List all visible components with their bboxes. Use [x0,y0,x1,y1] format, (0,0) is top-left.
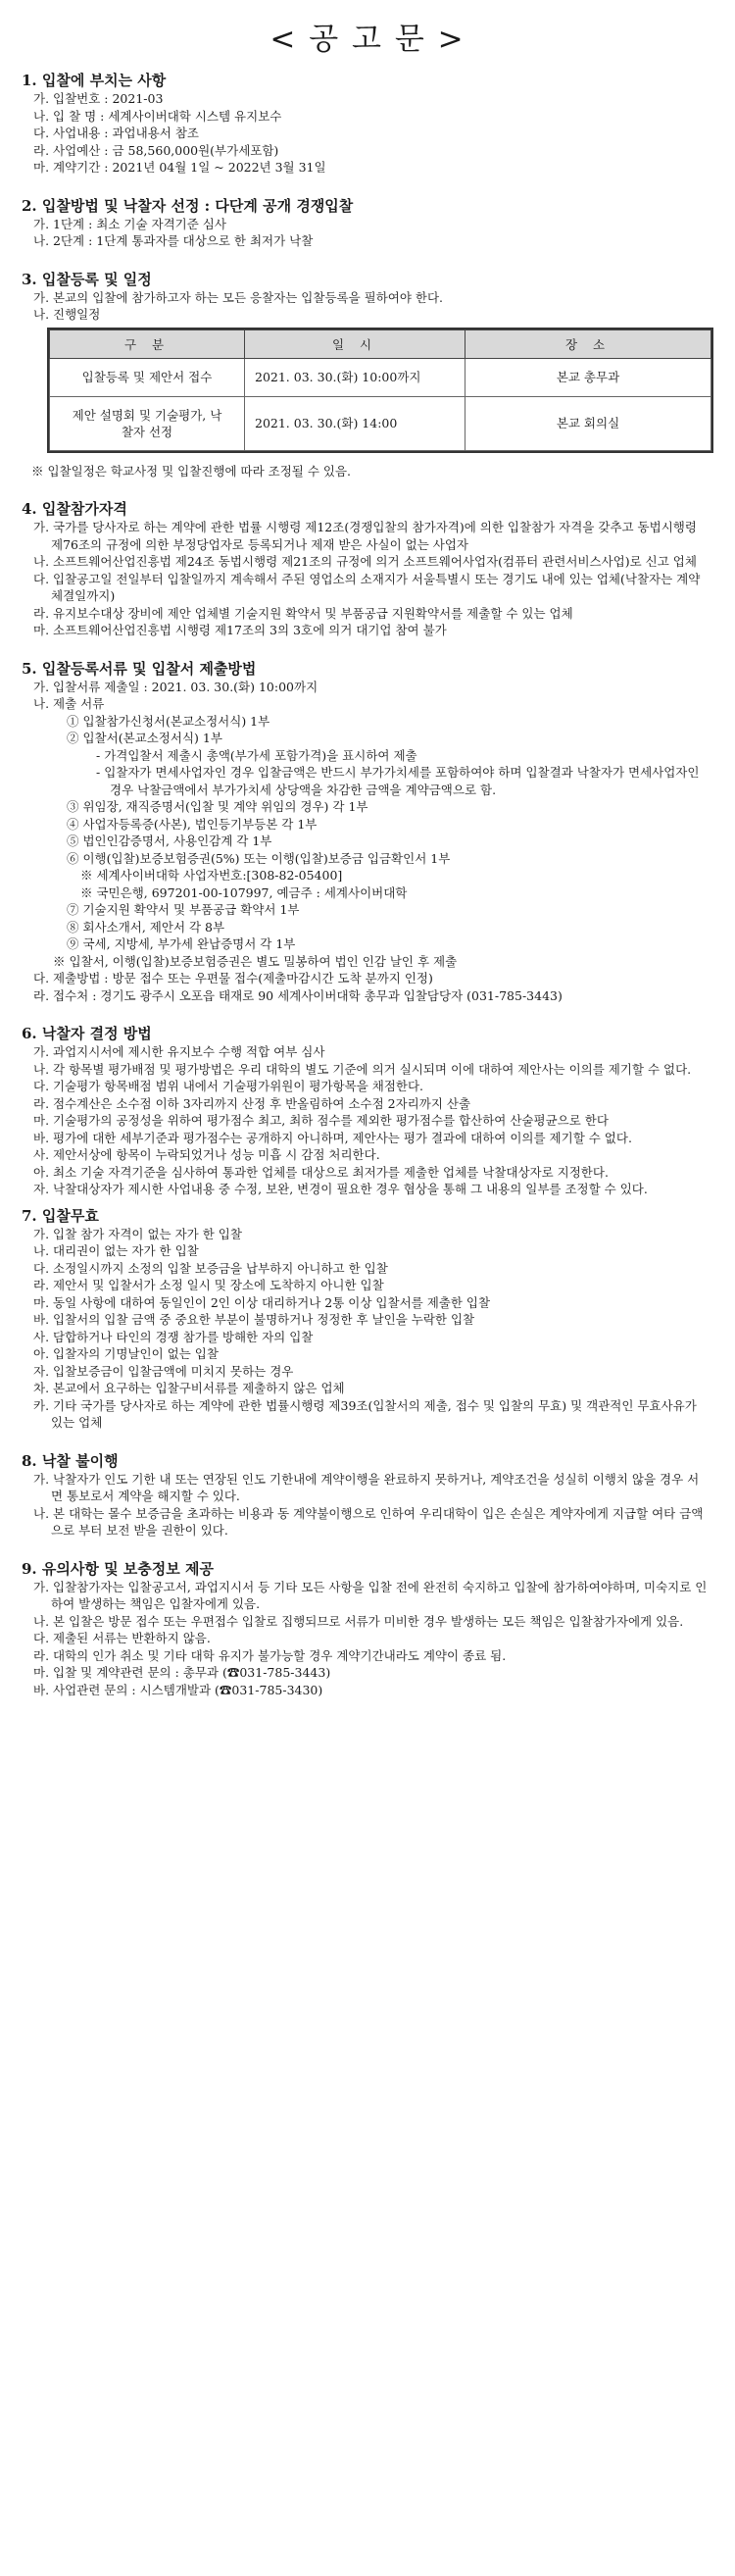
list-item: 라. 점수계산은 소수점 이하 3자리까지 산정 후 반올림하여 소수점 2자리까지 산출 [33,1095,471,1111]
document-item: ③ 위임장, 재직증명서(입찰 및 계약 위임의 경우) 각 1부 [67,799,368,814]
schedule-note: ※ 입찰일정은 학교사정 및 입찰진행에 따라 조정될 수 있음. [31,463,351,479]
list-item: 마. 소프트웨어산업진흥법 시행령 제17조의 3의 3호에 의거 대기업 참여 불가 [33,623,447,637]
table-header: 구 분 [50,329,245,358]
document-note: ※ 세계사이버대학 사업자번호:[308-82-05400] [80,868,343,883]
list-item: 바. 입찰서의 입찰 금액 중 중요한 부분이 불명하거나 정정한 후 날인을 누락한 입찰 [33,1312,475,1327]
list-item: 카. 기타 국가를 당사자로 하는 계약에 관한 법률시행령 제39조(입찰서의 제출, 접수 및 입찰의 무효) 및 객관적인 무효사유가 있는 업체 [33,1397,697,1430]
list-item: 나. 본 입찰은 방문 접수 또는 우편접수 입찰로 집행되므로 서류가 미비한 경우 발생하는 모든 책임은 입찰참가자에게 있음. [33,1613,684,1629]
list-item: 바. 평가에 대한 세부기준과 평가점수는 공개하지 아니하며, 제안사는 평가 결과에 대하여 이의를 제기할 수 없다. [33,1130,632,1145]
document-item: ⑨ 국세, 지방세, 부가세 완납증명서 각 1부 [67,936,296,951]
section-8-title: 8. 낙찰 불이행 [22,1451,119,1470]
section-7-title: 7. 입찰무효 [22,1206,99,1225]
table-cell: 본교 총무과 [466,358,711,396]
table-row [50,358,711,396]
list-item: 바. 사업관련 문의 : 시스템개발과 (☎031-785-3430) [33,1682,323,1697]
list-item: 자. 낙찰대상자가 제시한 사업내용 중 수정, 보완, 변경이 필요한 경우 협상을 통해 그 내용의 일부를 조정할 수 있다. [33,1182,648,1196]
list-item: 차. 본교에서 요구하는 입찰구비서류를 제출하지 않은 업체 [33,1381,345,1395]
list-item: 나. 각 항목별 평가배점 및 평가방법은 우리 대학의 별도 기준에 의거 실시되며 이에 대하여 제안사는 이의를 제기할 수 없다. [33,1061,692,1077]
list-item: 가. 국가를 당사자로 하는 계약에 관한 법률 시행령 제12조(경쟁입찰의 참가자격)에 의한 입찰참가 자격을 갖추고 동법시행령 제76조의 규정에 의한 부정당업자로 등록되거나 제재 받은 사실이 없는 사업자 [33,520,697,552]
list-item: 라. 접수처 : 경기도 광주시 오포읍 태재로 90 세계사이버대학 총무과 입찰담당자 (031-785-3443) [33,987,563,1003]
document-item: ② 입찰서(본교소정서식) 1부 [67,731,222,745]
list-item: 마. 계약기간 : 2021년 04월 1일 ~ 2022년 3월 31일 [33,160,326,175]
list-item: 가. 입찰 참가 자격이 없는 자가 한 입찰 [33,1226,242,1241]
list-item: 나. 본 대학는 몰수 보증금을 초과하는 비용과 동 계약불이행으로 인하여 우리대학이 입은 손실은 계약자에게 지급할 여타 금액으로 부터 보전 받을 권한이 있다. [33,1505,704,1538]
document-item: ⑦ 기술지원 확약서 및 부품공급 확약서 1부 [67,902,300,917]
list-item: 라. 유지보수대상 장비에 제안 업체별 기술지원 확약서 및 부품공급 지원확약서를 제출할 수 있는 업체 [33,605,573,621]
table-cell: 2021. 03. 30.(화) 10:00까지 [245,358,466,396]
list-item: 나. 제출 서류 [33,696,105,711]
section-5-title: 5. 입찰등록서류 및 입찰서 제출방법 [22,659,257,678]
list-item: 가. 입찰서류 제출일 : 2021. 03. 30.(화) 10:00까지 [33,679,318,694]
table-cell: 제안 설명회 및 기술평가, 낙찰자 선정 [50,396,245,450]
list-item: 나. 입 찰 명 : 세계사이버대학 시스템 유지보수 [33,108,282,124]
list-item: 가. 낙찰자가 인도 기한 내 또는 연장된 인도 기한내에 계약이행을 완료하지 못하거나, 계약조건을 성실히 이행치 않을 경우 서면 통보로서 계약을 해지할 수 있다. [33,1471,700,1503]
table-header-row [50,329,711,358]
list-item: 아. 입찰자의 기명날인이 없는 입찰 [33,1346,219,1361]
list-item: 사. 담합하거나 타인의 경쟁 참가를 방해한 자의 입찰 [33,1329,314,1344]
document-note: - 입찰자가 면세사업자인 경우 입찰금액은 반드시 부가가치세를 포함하여야 하며 입찰결과 낙찰자가 면세사업자인 경우 낙찰금액에서 부가가치세 상당액을 차감한 금액을 계약금액으로 함. [96,765,700,797]
list-item: 마. 기술평가의 공정성을 위하여 평가점수 최고, 최하 점수를 제외한 평가점수를 합산하여 산술평균으로 한다 [33,1113,609,1128]
section-6-title: 6. 낙찰자 결정 방법 [22,1025,152,1042]
table-cell: 본교 회의실 [466,396,711,450]
list-item: 가. 과업지시서에 제시한 유지보수 수행 적합 여부 심사 [33,1044,325,1059]
list-item: 다. 제출방법 : 방문 접수 또는 우편물 접수(제출마감시간 도착 분까지 인정) [33,971,433,985]
section-2-title: 2. 입찰방법 및 낙찰자 선정 : 다단계 공개 경쟁입찰 [22,196,354,215]
section-1-title: 1. 입찰에 부치는 사항 [22,72,167,89]
document-note: - 가격입찰서 제출시 총액(부가세 포함가격)을 표시하여 제출 [96,747,417,763]
notice-content [0,57,735,1698]
table-cell: 2021. 03. 30.(화) 14:00 [245,396,466,450]
document-item: ⑥ 이행(입찰)보증보험증권(5%) 또는 이행(입찰)보증금 입금확인서 1부 [67,850,451,866]
table-header: 일 시 [245,329,466,358]
document-item: ④ 사업자등록증(사본), 법인등기부등본 각 1부 [67,816,318,832]
list-item: 가. 1단계 : 최소 기술 자격기준 심사 [33,216,226,231]
table-row [50,396,711,450]
list-item: 나. 소프트웨어산업진흥법 제24조 동법시행령 제21조의 규정에 의거 소프트웨어사업자(컴퓨터 관련서비스사업)로 신고 업체 [33,554,697,569]
page-title: < 공 고 문 > [270,22,466,57]
list-item: 라. 대학의 인가 취소 및 기타 대학 유지가 불가능할 경우 계약기간내라도 계약이 종료 됨. [33,1647,507,1663]
list-item: 마. 동일 사항에 대하여 동일인이 2인 이상 대리하거나 2통 이상 입찰서를 제출한 입찰 [33,1294,491,1310]
section-1-list [22,90,710,177]
list-item: 가. 입찰번호 : 2021-03 [33,91,164,106]
list-item: 가. 입찰참가자는 입찰공고서, 과업지시서 등 기타 모든 사항을 입찰 전에 완전히 숙지하고 입찰에 참가하여야하며, 미숙지로 인하여 발생하는 책임은 입찰자에게 있음. [33,1579,708,1611]
schedule-table-frame [47,328,713,453]
document-item: ① 입찰참가신청서(본교소정서식) 1부 [67,713,270,729]
list-item: 사. 제안서상에 항목이 누락되었거나 성능 미흡 시 감점 처리한다. [33,1147,380,1162]
list-item: 라. 사업예산 : 금 58,560,000원(부가세포함) [33,142,279,158]
section-9-title: 9. 유의사항 및 보충정보 제공 [22,1559,214,1578]
list-item: 다. 제출된 서류는 반환하지 않음. [33,1631,211,1645]
document-item: ⑧ 회사소개서, 제안서 각 8부 [67,919,225,934]
list-item: 다. 사업내용 : 과업내용서 참조 [33,126,199,140]
section-4-title: 4. 입찰참가자격 [22,500,127,518]
section-3-title: 3. 입찰등록 및 일정 [22,270,152,288]
list-item: 가. 본교의 입찰에 참가하고자 하는 모든 응찰자는 입찰등록을 필하여야 한다. [33,289,444,305]
list-item: 다. 입찰공고일 전일부터 입찰일까지 계속해서 주된 영업소의 소재지가 서울특별시 또는 경기도 내에 있는 업체(낙찰자는 계약체결일까지) [33,571,701,603]
list-item: 라. 제안서 및 입찰서가 소정 일시 및 장소에 도착하지 아니한 입찰 [33,1278,384,1292]
list-item: 다. 소정일시까지 소정의 입찰 보증금을 납부하지 아니하고 한 입찰 [33,1260,388,1276]
list-item: 마. 입찰 및 계약관련 문의 : 총무과 (☎031-785-3443) [33,1665,331,1680]
table-cell: 입찰등록 및 제안서 접수 [50,358,245,396]
list-item: 다. 기술평가 항목배점 범위 내에서 기술평가위원이 평가항목을 채점한다. [33,1079,424,1093]
document-item: ⑤ 법인인감증명서, 사용인감계 각 1부 [67,833,272,848]
list-item: 아. 최소 기술 자격기준을 심사하여 통과한 업체를 대상으로 최저가를 제출한 업체를 낙찰대상자로 지정한다. [33,1164,609,1180]
document-note: ※ 국민은행, 697201-00-107997, 예금주 : 세계사이버대학 [80,884,408,900]
list-item: 나. 진행일정 [33,307,101,322]
document-note: ※ 입찰서, 이행(입찰)보증보험증권은 별도 밀봉하여 법인 인감 날인 후 제출 [53,953,458,969]
schedule-table [49,329,711,451]
list-item: 나. 2단계 : 1단계 통과자를 대상으로 한 최저가 낙찰 [33,233,314,248]
list-item: 나. 대리권이 없는 자가 한 입찰 [33,1243,199,1258]
table-header: 장 소 [466,329,711,358]
list-item: 자. 입찰보증금이 입찰금액에 미치지 못하는 경우 [33,1363,294,1379]
